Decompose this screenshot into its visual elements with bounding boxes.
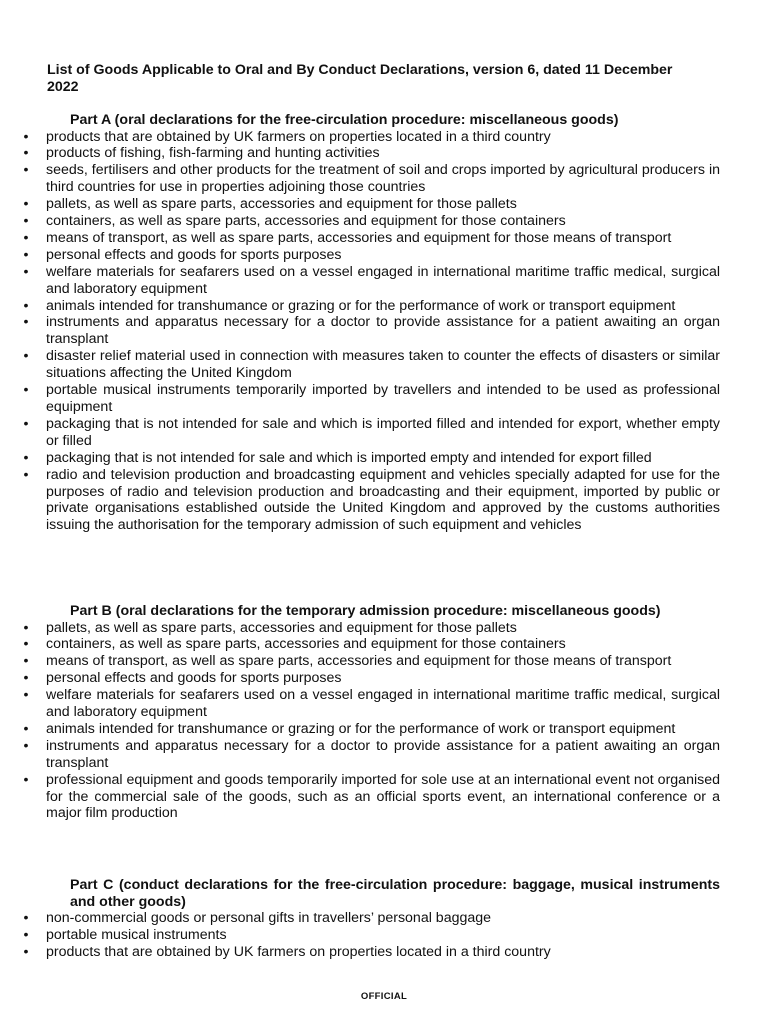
list-item — [20, 687, 720, 721]
list-item — [20, 162, 720, 196]
part-b-section — [20, 603, 720, 822]
list-item — [20, 772, 720, 823]
part-a-list — [20, 129, 720, 535]
list-item — [20, 264, 720, 298]
part-a-section — [20, 112, 720, 534]
list-item-text: containers, as well as spare parts, accessories and equipment for those containers — [46, 213, 566, 230]
bullet-icon: • — [23, 687, 29, 704]
list-item — [20, 927, 720, 944]
list-item-text: non-commercial goods or personal gifts in travellers’ personal baggage — [46, 910, 492, 926]
part-a-heading: Part A (oral declarations for the free-circulation procedure: miscellaneous goods) — [70, 112, 619, 128]
bullet-icon: • — [23, 720, 29, 737]
list-item-text: instruments and apparatus necessary for a doctor to provide assistance for a patient awaiting an organ transplant — [46, 314, 720, 348]
list-item — [20, 620, 720, 637]
bullet-icon: • — [23, 670, 29, 687]
bullet-icon: • — [23, 382, 29, 399]
list-item-text: animals intended for transhumance or grazing or for the performance of work or transport equipment — [46, 720, 676, 737]
bullet-icon: • — [23, 619, 29, 636]
list-item-text: personal effects and goods for sports purposes — [46, 246, 342, 263]
document-title: List of Goods Applicable to Oral and By Conduct Declarations, version 6, dated 11 December 2022 — [47, 62, 673, 95]
list-item-text: means of transport, as well as spare parts, accessories and equipment for those means of transport — [46, 229, 672, 246]
list-item-text: seeds, fertilisers and other products for the treatment of soil and crops imported by agricultural producers in third countries for use in properties adjoining those countries — [46, 162, 720, 196]
bullet-icon: • — [23, 636, 29, 653]
part-c-section — [20, 877, 720, 961]
list-item — [20, 213, 720, 230]
list-item-text: personal effects and goods for sports purposes — [46, 670, 342, 687]
list-item — [20, 450, 720, 467]
list-item — [20, 944, 720, 961]
bullet-icon: • — [23, 449, 29, 466]
bullet-icon: • — [23, 926, 29, 943]
list-item-text: professional equipment and goods temporarily imported for sole use at an international event not organised for the commercial sale of the goods, such as an official sports event, an international conference or a major film production — [46, 771, 720, 822]
list-item — [20, 416, 720, 450]
list-item — [20, 298, 720, 315]
bullet-icon: • — [23, 653, 29, 670]
list-item — [20, 348, 720, 382]
list-item-text: instruments and apparatus necessary for a doctor to provide assistance for a patient awaiting an organ transplant — [46, 737, 720, 771]
list-item — [20, 636, 720, 653]
list-item-text: portable musical instruments — [46, 926, 227, 943]
bullet-icon: • — [23, 943, 29, 960]
part-c-heading: Part C (conduct declarations for the free-circulation procedure: baggage, musical instruments and other goods) — [70, 877, 720, 910]
bullet-icon: • — [23, 229, 29, 246]
list-item-text: welfare materials for seafarers used on a vessel engaged in international maritime traffic medical, surgical and laboratory equipment — [46, 263, 720, 297]
list-item-text: portable musical instruments temporarily imported by travellers and intended to be used as professional equipment — [46, 382, 720, 415]
list-item — [20, 145, 720, 162]
list-item — [20, 910, 720, 927]
list-item — [20, 467, 720, 535]
list-item-text: packaging that is not intended for sale and which is imported empty and intended for export filled — [46, 449, 652, 466]
bullet-icon: • — [23, 246, 29, 263]
part-b-list — [20, 620, 720, 823]
list-item — [20, 670, 720, 687]
bullet-icon: • — [23, 737, 29, 754]
list-item — [20, 653, 720, 670]
list-item-text: radio and television production and broadcasting equipment and vehicles specially adapted for use for the purposes of radio and television production and broadcasting and their equipment, imported by public or private organisations established outside the United Kingdom and approved by the customs authorities issuing the authorisation for the temporary admission of such equipment and vehicles — [46, 466, 720, 534]
part-c-list — [20, 910, 720, 961]
list-item-text: products that are obtained by UK farmers on properties located in a third country — [46, 943, 551, 960]
bullet-icon: • — [23, 162, 29, 179]
list-item-text: packaging that is not intended for sale and which is imported filled and intended for export, whether empty or filled — [46, 415, 720, 449]
list-item-text: disaster relief material used in connection with measures taken to counter the effects of disasters or similar situations affecting the United Kingdom — [46, 348, 720, 382]
bullet-icon: • — [23, 910, 29, 926]
list-item — [20, 738, 720, 772]
bullet-icon: • — [23, 128, 29, 145]
part-b-heading: Part B (oral declarations for the temporary admission procedure: miscellaneous goods) — [70, 603, 661, 619]
list-item — [20, 230, 720, 247]
list-item-text: products of fishing, fish-farming and hunting activities — [46, 145, 380, 162]
bullet-icon: • — [23, 771, 29, 788]
bullet-icon: • — [23, 466, 29, 483]
list-item — [20, 382, 720, 416]
list-item-text: pallets, as well as spare parts, accessories and equipment for those pallets — [46, 619, 517, 636]
list-item — [20, 196, 720, 213]
bullet-icon: • — [23, 415, 29, 432]
bullet-icon: • — [23, 263, 29, 280]
bullet-icon: • — [23, 297, 29, 314]
list-item-text: animals intended for transhumance or grazing or for the performance of work or transport equipment — [46, 297, 676, 314]
list-item-text: means of transport, as well as spare parts, accessories and equipment for those means of transport — [46, 653, 672, 670]
bullet-icon: • — [23, 196, 29, 213]
classification-footer: OFFICIAL — [360, 991, 408, 1002]
list-item-text: pallets, as well as spare parts, accessories and equipment for those pallets — [46, 196, 517, 213]
list-item-text: containers, as well as spare parts, accessories and equipment for those containers — [46, 636, 566, 653]
list-item — [20, 129, 720, 146]
bullet-icon: • — [23, 145, 29, 162]
list-item-text: welfare materials for seafarers used on a vessel engaged in international maritime traffic medical, surgical and laboratory equipment — [46, 687, 720, 721]
list-item — [20, 721, 720, 738]
bullet-icon: • — [23, 348, 29, 365]
list-item — [20, 314, 720, 348]
list-item — [20, 247, 720, 264]
bullet-icon: • — [23, 314, 29, 331]
list-item-text: products that are obtained by UK farmers on properties located in a third country — [46, 128, 551, 145]
bullet-icon: • — [23, 213, 29, 230]
